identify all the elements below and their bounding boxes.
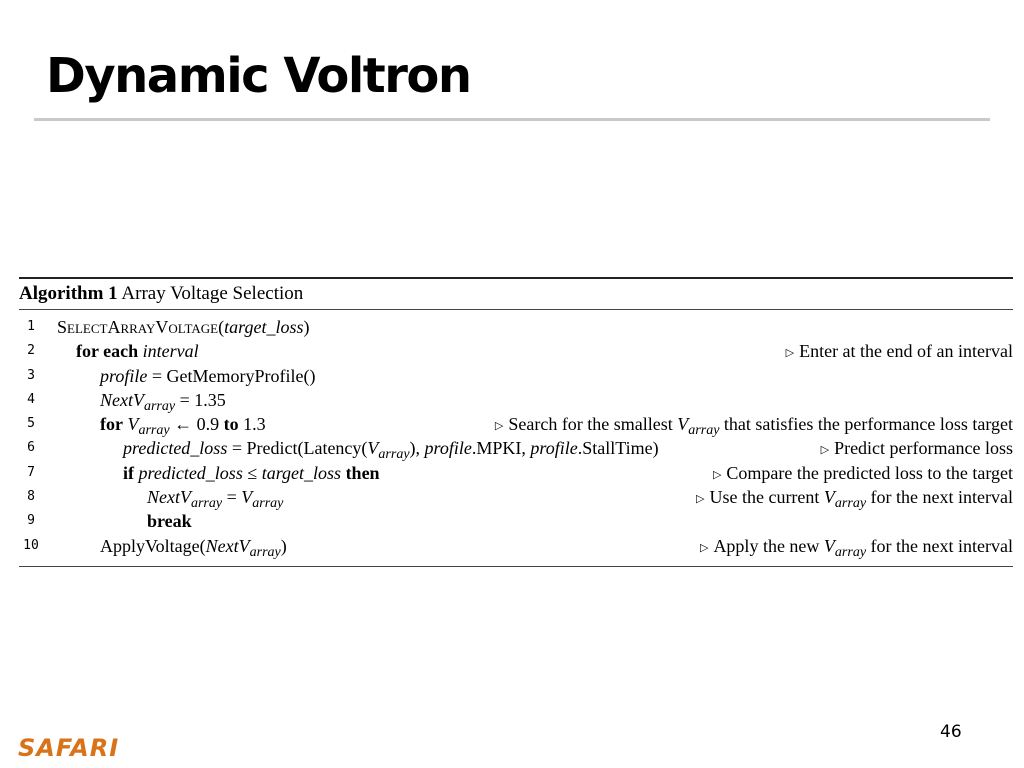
paren-close: ) <box>303 317 310 337</box>
line-number: 8 <box>27 489 35 505</box>
keyword-if: if <box>123 462 134 483</box>
comment-marker-icon: ▷ <box>820 444 830 457</box>
line-code <box>100 388 226 412</box>
comment-text: for the next interval <box>866 535 1013 556</box>
algorithm-bottom-rule <box>19 566 1013 567</box>
line-number: 9 <box>27 513 35 529</box>
page-number: 46 <box>940 722 962 742</box>
var-profile: profile <box>100 365 148 386</box>
algorithm-line-4 <box>19 388 1013 412</box>
line-number: 6 <box>27 440 35 456</box>
code-text: = <box>222 487 242 508</box>
line-code <box>100 412 266 439</box>
var-predicted-loss: predicted_loss <box>123 438 228 459</box>
code-text: = GetMemoryProfile() <box>147 365 316 386</box>
comment-text: that satisfies the performance loss target <box>719 414 1013 435</box>
algorithm-line-2 <box>19 339 1013 363</box>
paren-open: ( <box>218 317 225 337</box>
comment-text: Apply the new <box>713 535 824 556</box>
title-divider <box>34 118 990 121</box>
line-comment <box>821 436 1013 463</box>
comment-text: for the next interval <box>866 487 1013 508</box>
line-code <box>76 339 199 363</box>
var-profile: profile <box>424 438 472 459</box>
comment-marker-icon: ▷ <box>699 541 709 554</box>
code-text: = Predict(Latency( <box>227 438 368 459</box>
var-v-array: $V_{array}$ <box>127 414 170 439</box>
line-code <box>100 534 287 558</box>
param-target-loss: target_loss <box>224 317 304 337</box>
comment-text: Predict performance loss <box>834 438 1013 459</box>
line-code <box>100 364 315 388</box>
line-code <box>147 485 284 512</box>
var-v-array: $V_{array}$ <box>367 438 410 463</box>
line-code <box>123 436 659 463</box>
var-profile: profile <box>530 438 578 459</box>
algorithm-line-8 <box>19 485 1013 512</box>
line-comment <box>786 339 1013 366</box>
algorithm-line-9 <box>19 509 1013 533</box>
comment-var-v-array: $V_{array}$ <box>823 487 867 512</box>
algorithm-title: Array Voltage Selection <box>121 283 304 304</box>
code-text: .StallTime) <box>577 438 659 459</box>
comment-marker-icon: ▷ <box>785 347 795 360</box>
keyword-break: break <box>147 511 192 532</box>
line-code <box>147 509 192 533</box>
comment-text: Enter at the end of an interval <box>799 341 1013 362</box>
comment-text: Search for the smallest <box>508 414 678 435</box>
operator-leq: ≤ <box>242 462 262 483</box>
function-name: SelectArrayVoltage <box>57 317 219 337</box>
comment-marker-icon: ▷ <box>696 493 705 506</box>
line-number: 3 <box>27 367 35 383</box>
line-comment <box>696 485 1013 512</box>
keyword-then: then <box>345 462 380 483</box>
comment-text: Compare the predicted loss to the target <box>726 462 1013 483</box>
keyword-to: to <box>223 414 239 435</box>
keyword-for: for <box>100 414 123 435</box>
line-comment <box>495 412 1013 439</box>
var-next-v-array: NextV$_{array}$ <box>205 535 281 560</box>
code-text: ), <box>409 438 425 459</box>
code-text: .MPKI, <box>471 438 531 459</box>
algorithm-line-3 <box>19 364 1013 388</box>
safari-logo: SAFARI <box>18 734 120 762</box>
var-predicted-loss: predicted_loss <box>138 462 243 483</box>
var-target-loss: target_loss <box>261 462 342 483</box>
var-next-v-array: NextV$_{array}$ <box>100 389 176 414</box>
line-number: 5 <box>27 416 35 432</box>
algorithm-label: Algorithm 1 <box>19 283 118 304</box>
line-code <box>123 461 380 485</box>
comment-text: Use the current <box>709 487 824 508</box>
comment-var-v-array: $V_{array}$ <box>823 535 867 560</box>
algorithm-caption <box>19 279 1013 309</box>
algorithm-line-5 <box>19 412 1013 439</box>
code-text: ← 0.9 <box>169 414 224 435</box>
line-comment <box>713 461 1013 488</box>
code-text: = 1.35 <box>175 389 226 410</box>
algorithm-line-10 <box>19 534 1013 558</box>
algorithm-line-7 <box>19 461 1013 485</box>
var-next-v-array: NextV$_{array}$ <box>147 487 223 512</box>
code-text: ApplyVoltage( <box>100 535 206 556</box>
line-number: 10 <box>23 537 39 553</box>
line-number: 1 <box>27 319 35 334</box>
comment-marker-icon: ▷ <box>712 468 722 481</box>
slide-title: Dynamic Voltron <box>46 48 471 104</box>
algorithm-line-6 <box>19 436 1013 463</box>
comment-marker-icon: ▷ <box>494 420 504 433</box>
line-number: 2 <box>27 343 35 359</box>
keyword-for-each: for each <box>76 341 139 362</box>
algorithm-box <box>19 277 1013 567</box>
algorithm-lines <box>19 310 1013 566</box>
line-number: 4 <box>27 391 35 407</box>
comment-var-v-array: $V_{array}$ <box>677 414 720 439</box>
code-text: ) <box>280 535 287 556</box>
algorithm-line-1 <box>19 315 1013 339</box>
var-interval: interval <box>142 341 199 362</box>
code-text: 1.3 <box>238 414 266 435</box>
line-comment <box>700 534 1013 561</box>
line-number: 7 <box>27 464 35 480</box>
line-code <box>57 315 309 339</box>
var-v-array: $V_{array}$ <box>241 487 284 512</box>
